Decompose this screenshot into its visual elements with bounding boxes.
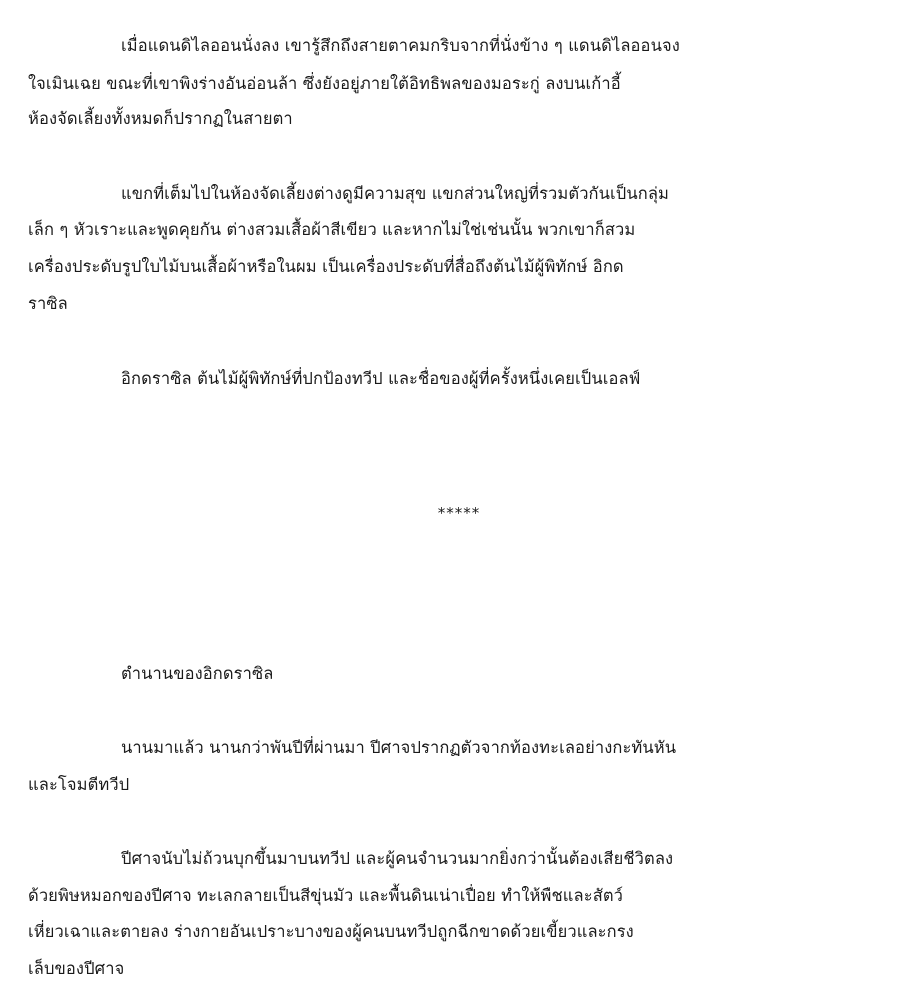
paragraph-2-line-2: เล็ก ๆ หัวเราะและพูดคุยกัน ต่างสวมเสื้อผ้าสีเขียว และหากไม่ใช่เช่นนั้น พวกเขาก็สวม bbox=[28, 220, 636, 239]
section-title: ตำนานของอิกดราซิล bbox=[121, 664, 274, 683]
section-paragraph-1-line-2: และโจมตีทวีป bbox=[28, 775, 130, 794]
paragraph-2-line-1: แขกที่เต็มไปในห้องจัดเลี้ยงต่างดูมีความสุข แขกส่วนใหญ่ที่รวมตัวกันเป็นกลุ่ม bbox=[121, 184, 670, 203]
scene-separator: ***** bbox=[437, 504, 481, 522]
section-paragraph-1-line-1: นานมาแล้ว นานกว่าพันปีที่ผ่านมา ปีศาจปรากฏตัวจากท้องทะเลอย่างกะทันหัน bbox=[121, 738, 677, 757]
paragraph-3-line-1: อิกดราซิล ต้นไม้ผู้พิทักษ์ที่ปกป้องทวีป และชื่อของผู้ที่ครั้งหนึ่งเคยเป็นเอลฟ์ bbox=[121, 369, 641, 388]
section-paragraph-2-line-1: ปีศาจนับไม่ถ้วนบุกขึ้นมาบนทวีป และผู้คนจำนวนมากยิ่งกว่านั้นต้องเสียชีวิตลง bbox=[121, 849, 674, 868]
paragraph-2-line-3: เครื่องประดับรูปใบไม้บนเสื้อผ้าหรือในผม เป็นเครื่องประดับที่สื่อถึงต้นไม้ผู้พิทักษ์ อิกด bbox=[28, 257, 624, 276]
section-paragraph-2-line-3: เหี่ยวเฉาและตายลง ร่างกายอันเปราะบางของผู้คนบนทวีปถูกฉีกขาดด้วยเขี้ยวและกรง bbox=[28, 922, 634, 941]
paragraph-2-line-4: ราซิล bbox=[28, 294, 68, 313]
paragraph-1-line-3: ห้องจัดเลี้ยงทั้งหมดก็ปรากฏในสายตา bbox=[28, 109, 293, 128]
section-paragraph-2-line-2: ด้วยพิษหมอกของปีศาจ ทะเลกลายเป็นสีขุ่นมัว และพื้นดินเน่าเปื่อย ทำให้พืชและสัตว์ bbox=[28, 886, 624, 905]
section-paragraph-2-line-4: เล็บของปีศาจ bbox=[28, 959, 125, 978]
paragraph-1-line-1: เมื่อแดนดิไลออนนั่งลง เขารู้สึกถึงสายตาคมกริบจากที่นั่งข้าง ๆ แดนดิไลออนจง bbox=[121, 36, 680, 55]
paragraph-1-line-2: ใจเมินเฉย ขณะที่เขาพิงร่างอันอ่อนล้า ซึ่งยังอยู่ภายใต้อิทธิพลของมอระกู่ ลงบนเก้าอี้ bbox=[28, 74, 621, 93]
